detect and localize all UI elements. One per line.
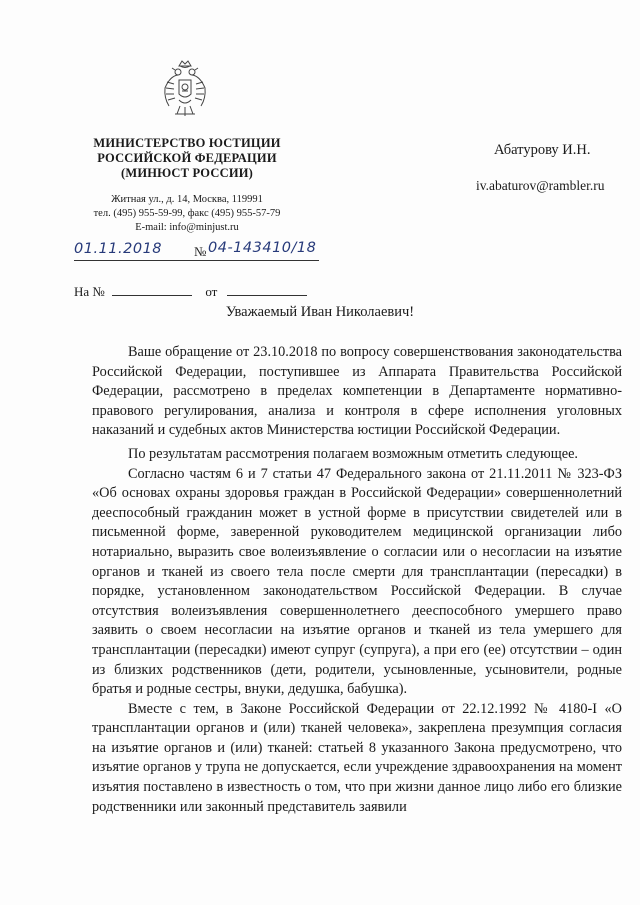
reference-date-blank bbox=[227, 284, 307, 296]
reference-number-label: На № bbox=[74, 284, 105, 299]
ministry-contacts bbox=[70, 193, 304, 235]
email-line: E-mail: info@minjust.ru bbox=[135, 222, 239, 233]
registration-date: 01.11.2018 bbox=[74, 241, 163, 257]
body-paragraph: Вместе с тем, в Законе Российской Федерации от 22.12.1992 № 4180-I «О трансплантации органов и (или) тканей человека», закреплена презумпция согласия на изъятие органов и (или) тканей: статьей 8 указанного Закона предусмотрено, что изъятие органов у трупа не допускается, если учреждение здравоохранения на момент изъятия поставлено в известность о том, что при жизни данное лицо либо его близкие родственники или законный представитель заявили bbox=[92, 700, 622, 815]
registration-number: 04-143410/18 bbox=[208, 240, 317, 256]
reference-line bbox=[74, 284, 307, 300]
ministry-line-1: МИНИСТЕРСТВО ЮСТИЦИИ bbox=[93, 136, 281, 150]
registration-number-label: № bbox=[194, 244, 207, 259]
body-paragraph: Ваше обращение от 23.10.2018 по вопросу совершенствования законодательства Российской Федерации, поступившее из Аппарата Правительства Российской Федерации, рассмотрено в пределах компетенции в Департаменте нормативно-правового регулирования, анализа и контроля в сфере исполнения уголовных наказаний и судебных актов Министерства юстиции Российской Федерации. bbox=[92, 344, 622, 439]
greeting: Уважаемый Иван Николаевич! bbox=[225, 304, 415, 320]
address-line: Житная ул., д. 14, Москва, 119991 bbox=[111, 194, 263, 205]
registration-line bbox=[74, 240, 324, 263]
ministry-name-block bbox=[70, 136, 304, 181]
reference-date-label: от bbox=[205, 284, 218, 299]
ministry-line-2: РОССИЙСКОЙ ФЕДЕРАЦИИ bbox=[97, 151, 277, 165]
body-paragraph: По результатам рассмотрения полагаем возможным отметить следующее. bbox=[128, 445, 579, 462]
recipient-email: iv.abaturov@rambler.ru bbox=[476, 178, 605, 193]
phone-line: тел. (495) 955-59-99, факс (495) 955-57-79 bbox=[93, 208, 281, 219]
coat-of-arms-icon bbox=[160, 58, 210, 120]
body-paragraph: Согласно частям 6 и 7 статьи 47 Федерального закона от 21.11.2011 № 323-ФЗ «Об основах охраны здоровья граждан в Российской Федерации» совершеннолетний дееспособный гражданин может в устной форме в присутствии свидетелей или в письменной форме, заверенной руководителем медицинской организации либо нотариально, выразить свое волеизъявление о согласии или о несогласии на изъятие органов и тканей из своего тела после смерти для трансплантации (пересадки) в порядке, установленном законодательством Российской Федерации. В случае отсутствия волеизъявления совершеннолетнего дееспособного умершего право заявить о своем несогласии на изъятие органов и тканей из тела умершего для трансплантации (пересадки) имеют супруг (супруга), а при его (ее) отсутствии – один из близких родственников (дети, родители, усыновленные, усыновители, родные братья и родные сестры, внуки, дедушка, бабушка). bbox=[92, 465, 622, 698]
recipient-name: Абатурову И.Н. bbox=[494, 142, 591, 158]
letter-body bbox=[92, 343, 622, 817]
reference-number-blank bbox=[112, 284, 192, 296]
registration-underline bbox=[74, 260, 319, 261]
ministry-line-3: (МИНЮСТ РОССИИ) bbox=[120, 166, 254, 180]
